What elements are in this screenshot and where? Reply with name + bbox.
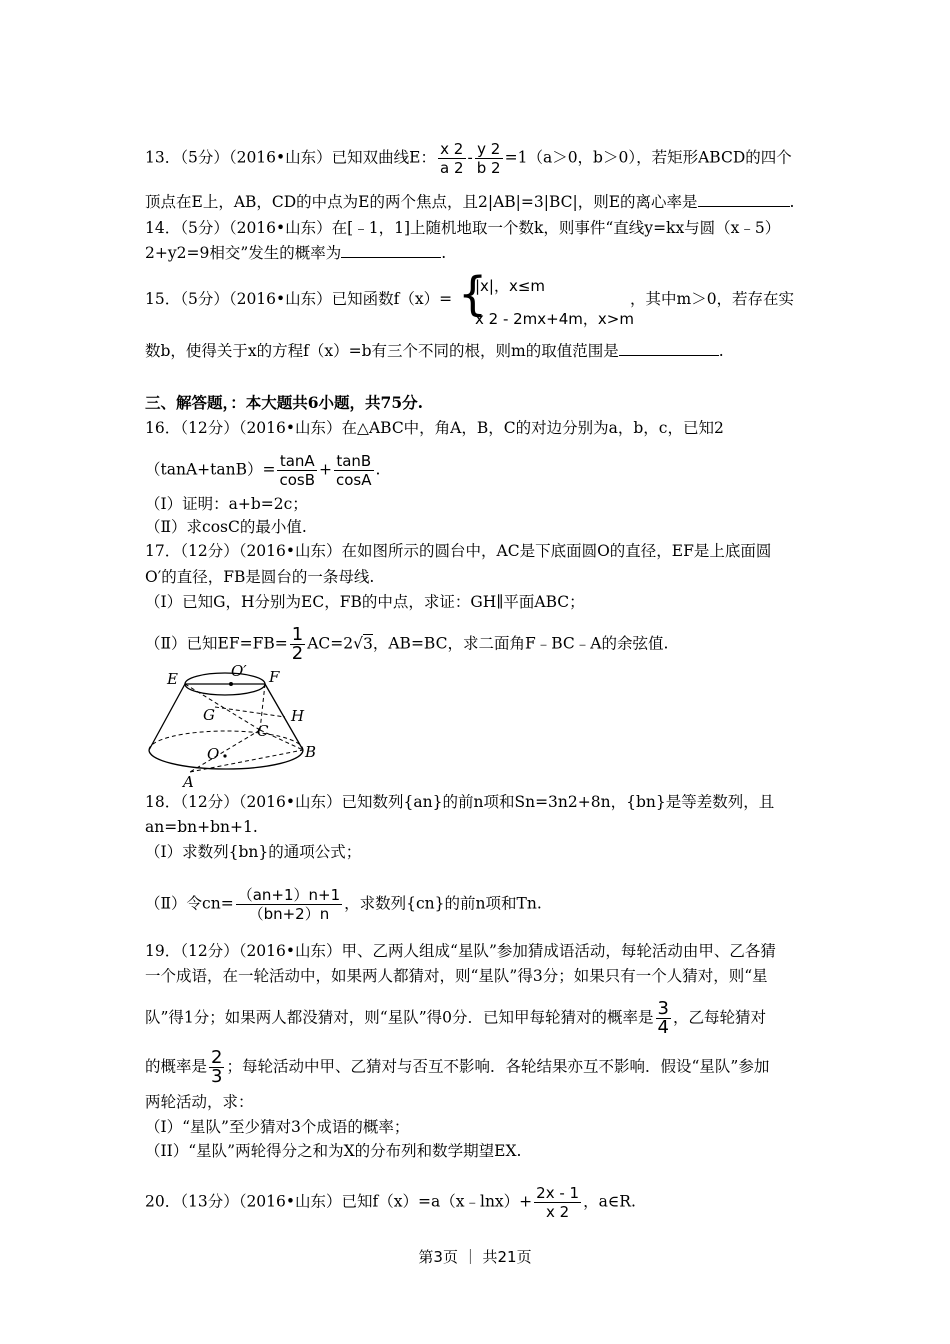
q15-line1: 15．（5分）（2016•山东）已知函数f（x）= xyxy=(145,290,453,308)
q14-line2: 2+y2=9相交”发生的概率为 . xyxy=(145,244,447,262)
q13-frac-x2-a2: $\frac{x 2}{a 2}$ xyxy=(440,140,464,177)
q20-frac: $\frac{2x - 1}{x 2}$ xyxy=(536,1184,580,1221)
label-O: O xyxy=(207,745,220,763)
q13-line2: 顶点在E上，AB，CD的中点为E的两个焦点，且2|AB|=3|BC|，则E的离心率是 . xyxy=(145,193,795,211)
q16-part2: （Ⅱ）求cosC的最小值. xyxy=(145,518,307,536)
q19-frac-3-4: $\frac{3}{4}$ xyxy=(657,998,669,1038)
q19-line3: 队”得1分；如果两人都没猜对，则“星队”得0分．已知甲每轮猜对的概率是 $\frac{3}{4}$ ，乙每轮猜对 xyxy=(145,998,766,1038)
bottom-ellipse-front xyxy=(149,750,303,769)
bottom-ellipse-back xyxy=(149,731,303,750)
sqrt-sign: √ xyxy=(353,634,363,653)
q19-part2: （II）“星队”两轮得分之和为X的分布列和数学期望EX. xyxy=(145,1142,522,1160)
segment-GH xyxy=(215,707,285,717)
q17-line2: O′的直径，FB是圆台的一条母线. xyxy=(145,568,375,586)
label-F: F xyxy=(269,668,280,686)
q19-line5: 两轮活动，求： xyxy=(145,1093,254,1111)
q13-line1: 13．（5分）（2016•山东）已知双曲线E： $\frac{x 2}{a 2}$ - $\frac{y 2}{b 2}$ =1（a＞0，b＞0），若矩形ABCD的四个 xyxy=(145,140,792,177)
q13-frac-y2-b2: $\frac{y 2}{b 2}$ xyxy=(476,140,501,177)
q17-frac-half: $\frac{1}{2}$ xyxy=(291,624,304,664)
q16-line2: （tanA+tanB）= $\frac{\tan A}{\cos B}$ + $\frac{\tan B}{\cos A}$ . xyxy=(145,452,381,489)
label-E: E xyxy=(167,670,178,688)
q19-line2: 一个成语，在一轮活动中，如果两人都猜对，则“星队”得3分；如果只有一个人猜对，则“星 xyxy=(145,967,768,985)
answer-blank xyxy=(341,243,441,258)
center-O xyxy=(223,754,226,757)
q19-line4: 的概率是 $\frac{2}{3}$ ；每轮活动中甲、乙猜对与否互不影响．各轮结果亦互不影响．假设“星队”参加 xyxy=(145,1047,770,1087)
q15-tail: ，其中m＞0，若存在实 xyxy=(630,290,795,308)
answer-blank xyxy=(619,341,719,356)
label-C: C xyxy=(257,722,269,740)
q16-frac-tanA-cosB: $\frac{\tan A}{\cos B}$ xyxy=(279,452,315,489)
piecewise-brace: { xyxy=(458,267,488,321)
q17-part1: （I）已知G，H分别为EC，FB的中点，求证：GH∥平面ABC； xyxy=(145,593,585,611)
q19-frac-2-3: $\frac{2}{3}$ xyxy=(211,1047,223,1087)
q19-line1: 19．（12分）（2016•山东）甲、乙两人组成“星队”参加猜成语活动，每轮活动由甲、乙各猜 xyxy=(145,942,776,960)
q15-line2: 数b，使得关于x的方程f（x）=b有三个不同的根，则m的取值范围是 . xyxy=(145,342,724,360)
q20-line1: 20．（13分）（2016•山东）已知f（x）=a（x﹣lnx）+ $\frac{2x - 1}{x 2}$ ，a∈R. xyxy=(145,1184,636,1221)
label-A: A xyxy=(183,773,194,790)
label-G: G xyxy=(203,706,215,724)
generatrix-left xyxy=(149,684,185,750)
label-O1: O′ xyxy=(231,662,247,680)
q16-line1: 16．（12分）（2016•山东）在△ABC中，角A，B，C的对边分别为a，b，c，已知2 xyxy=(145,419,724,437)
segment-CA xyxy=(190,730,260,772)
q15-piece1: |x|，x≤m xyxy=(475,277,546,295)
q14-line1: 14．（5分）（2016•山东）在[﹣1，1]上随机地取一个数k，则事件“直线y=kx与圆（x﹣5） xyxy=(145,219,781,237)
q17-part2: （Ⅱ）已知EF=FB= $\frac{1}{2}$ AC=2√3，AB=BC，求二面角F﹣BC﹣A的余弦值. xyxy=(145,624,669,664)
q18-part2: （Ⅱ）令cn= $\frac{(an+1)n+1}{(bn+2)n}$ ，求数列{cn}的前n项和Tn. xyxy=(145,886,542,923)
q18-frac-cn: $\frac{(an+1)n+1}{(bn+2)n}$ xyxy=(237,886,341,923)
center-O1 xyxy=(229,682,233,686)
q15-piece2: x 2 - 2mx+4m，x>m xyxy=(475,310,634,328)
q18-part1: （Ⅰ）求数列{bn}的通项公式； xyxy=(145,843,362,861)
q17-line1: 17．（12分）（2016•山东）在如图所示的圆台中，AC是下底面圆O的直径，EF是上底面圆 xyxy=(145,542,772,560)
q19-part1: （I）“星队”至少猜对3个成语的概率； xyxy=(145,1118,410,1136)
q16-frac-tanB-cosA: $\frac{\tan B}{\cos A}$ xyxy=(336,452,372,489)
answer-blank xyxy=(698,192,790,207)
q18-line2: an=bn+bn+1. xyxy=(145,818,258,836)
q16-part1: （Ⅰ）证明：a+b=2c； xyxy=(145,495,308,513)
section-heading: 三、解答题，：本大题共6小题，共75分. xyxy=(145,393,424,412)
label-H: H xyxy=(291,707,305,725)
frustum-figure xyxy=(145,660,325,790)
label-B: B xyxy=(305,743,317,761)
segment-EC xyxy=(185,684,260,730)
page-footer: 第3页 ｜ 共21页 xyxy=(418,1248,532,1266)
q18-line1: 18．（12分）（2016•山东）已知数列{an}的前n项和Sn=3n2+8n，{bn}是等差数列，且 xyxy=(145,793,775,811)
